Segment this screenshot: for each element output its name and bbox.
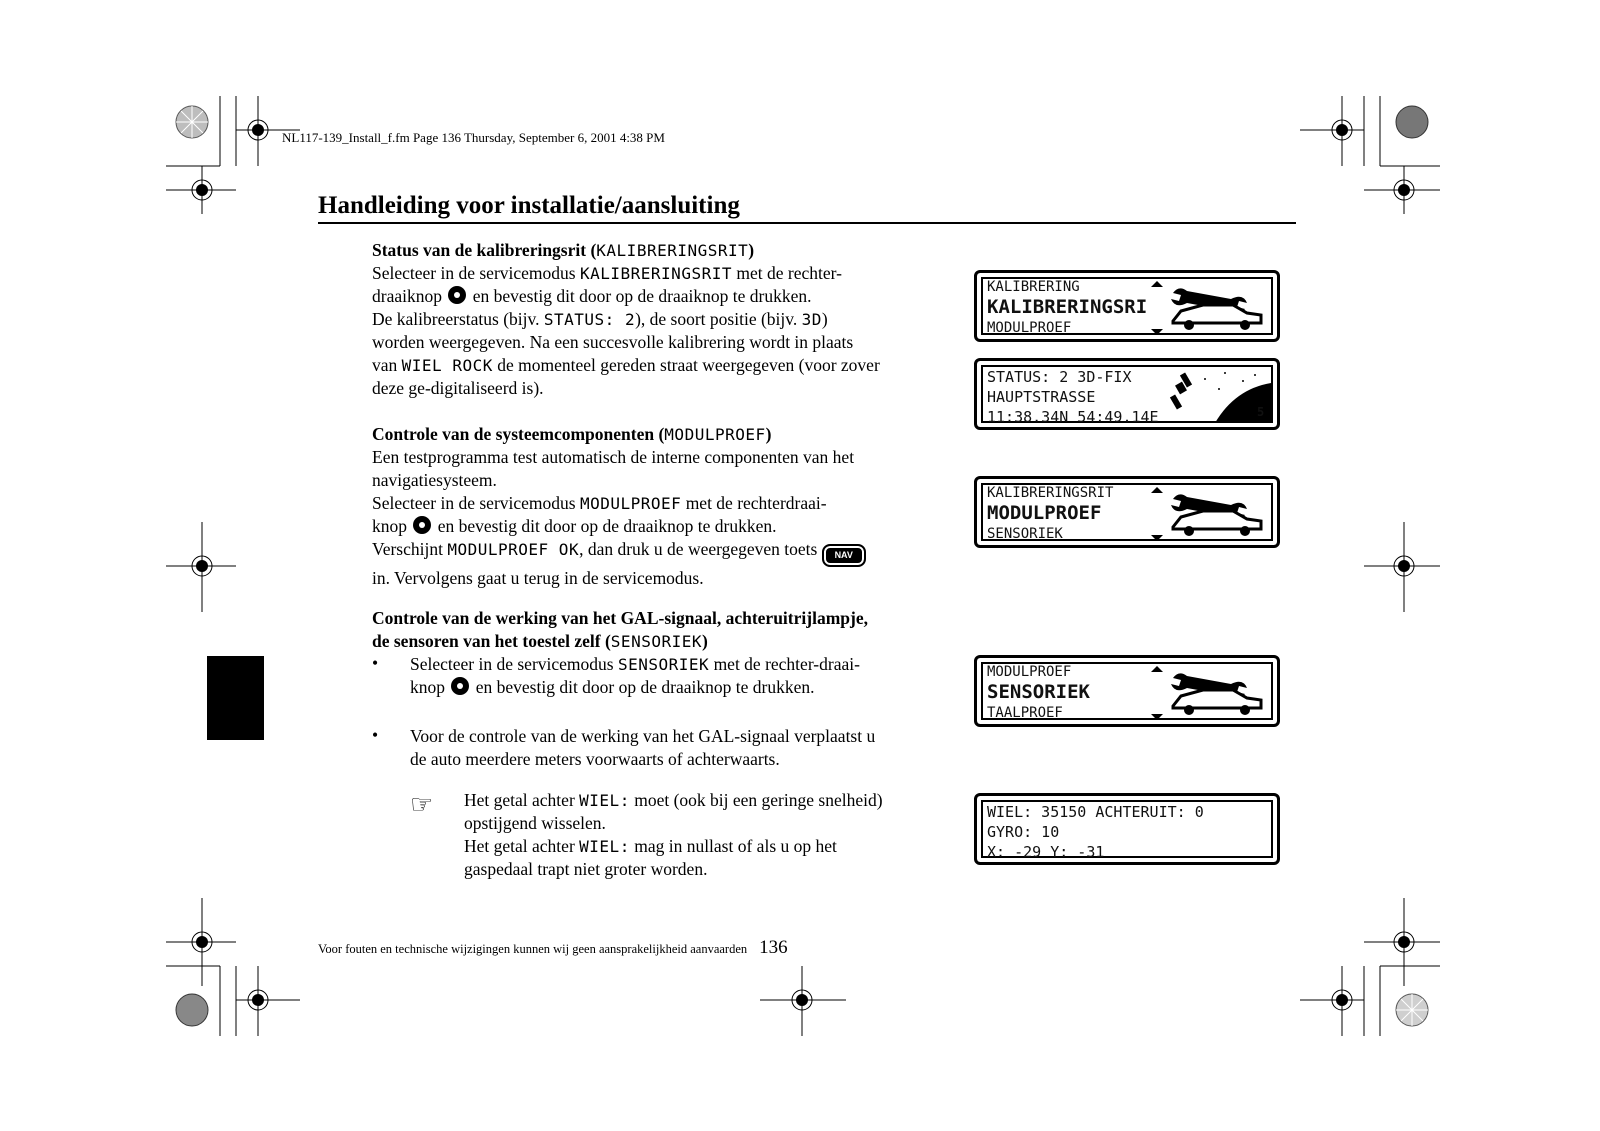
lcd-line: TAALPROEF: [987, 705, 1063, 721]
title-divider: [318, 222, 1296, 224]
lcd-line: WIEL: 35150 ACHTERUIT: 0: [987, 803, 1204, 821]
file-header-line: NL117-139_Install_f.fm Page 136 Thursday, September 6, 2001 4:38 PM: [282, 130, 665, 145]
page-number: 136: [759, 937, 788, 958]
section-system-components: Controle van de systeemcomponenten (MODULPROEF) Een testprogramma test automatisch de interne componenten van het navigatiesysteem. Selecteer in de servicemodus MODULPROEF met de rechterdraai- knop en bevestig dit door op de draaiknop te drukken. Verschijnt MODULPROEF OK, dan druk u de weergegeven toets NAV in. Vervolgens gaat u terug in de servicemodus.: [372, 423, 920, 590]
display-term: KALIBRERINGSRIT: [596, 241, 749, 260]
lcd-line: 11:38.34N 54:49.14E: [987, 408, 1159, 426]
lcd-display-calibration: [974, 270, 1280, 342]
page-footer: [318, 937, 788, 959]
car-wrench-icon: [1169, 487, 1269, 539]
lcd-line: KALIBRERINGSRIT: [987, 485, 1114, 501]
lcd-line: KALIBRERING: [987, 279, 1080, 295]
lcd-line: SENSORIEK: [987, 526, 1063, 542]
scroll-arrows-icon: [1149, 485, 1165, 545]
rotary-knob-icon: [451, 677, 469, 695]
lcd-line: HAUPTSTRASSE: [987, 388, 1096, 406]
lcd-line: GYRO: 10: [987, 823, 1060, 841]
lcd-display-modulproef: [974, 476, 1280, 548]
lcd-display-sensoriek: [974, 655, 1280, 727]
lcd-line-selected: KALIBRERINGSRI: [987, 296, 1148, 318]
lcd-display-status: [974, 358, 1280, 430]
rotary-knob-icon: [413, 516, 431, 534]
lcd-line-selected: SENSORIEK: [987, 681, 1090, 703]
nav-button-icon: NAV: [822, 544, 866, 567]
bullet-item: Selecteer in de servicemodus SENSORIEK met de rechter-draai- knop en bevestig dit door op de draaiknop te drukken.: [410, 654, 860, 697]
satellite-globe-icon: [1165, 367, 1271, 423]
pointing-hand-icon: ☞: [410, 790, 434, 819]
car-wrench-icon: [1169, 281, 1269, 333]
display-term: KALIBRERINGSRIT: [579, 264, 732, 283]
bullet-item: Voor de controle van de werking van het GAL-signaal verplaatst u de auto meerdere meters voorwaarts of achterwaarts.: [410, 726, 876, 769]
section-calibration-status: Status van de kalibreringsrit (KALIBRERINGSRIT) Selecteer in de servicemodus KALIBRERINGSRIT met de rechter- draaiknop en bevestig dit door op de draaiknop te drukken. De kalibreerstatus (bijv. STATUS: 2), de soort positie (bijv. 3D) worden weergegeven. Na een succesvolle kalibrering wordt in plaats van WIEL ROCK de momenteel gereden straat weergegeven (voor zover deze ge-digitaliseerd is).: [372, 240, 880, 398]
page-title: Handleiding voor installatie/aansluiting: [318, 192, 740, 219]
lcd-line: MODULPROEF: [987, 320, 1072, 336]
rotary-knob-icon: [448, 286, 466, 304]
section-heading: Controle van de systeemcomponenten (: [372, 424, 665, 444]
bullet-marker: •: [372, 725, 379, 745]
satellite-count-badge: 5: [1257, 405, 1265, 419]
scroll-arrows-icon: [1149, 279, 1165, 339]
chapter-thumb-tab: [207, 656, 264, 740]
section-heading: Controle van de werking van het GAL-signaal, achteruitrijlampje,: [372, 608, 868, 628]
lcd-line: MODULPROEF: [987, 664, 1072, 680]
lcd-display-sensor-values: [974, 793, 1280, 865]
footer-disclaimer: Voor fouten en technische wijzigingen kunnen wij geen aansprakelijkheid aanvaarden: [318, 942, 748, 956]
scroll-arrows-icon: [1149, 664, 1165, 724]
car-wrench-icon: [1169, 666, 1269, 718]
bullet-marker: •: [372, 653, 379, 673]
lcd-line-selected: MODULPROEF: [987, 502, 1102, 524]
section-heading: Status van de kalibreringsrit (: [372, 240, 597, 260]
section-gal-signal-check: Controle van de werking van het GAL-signaal, achteruitrijlampje, de sensoren van het toestel zelf (SENSORIEK): [372, 607, 920, 653]
lcd-line: X: -29 Y: -31: [987, 843, 1105, 861]
lcd-line: STATUS: 2 3D-FIX: [987, 368, 1132, 386]
note-text: Het getal achter WIEL: moet (ook bij een geringe snelheid) opstijgend wisselen. Het getal achter WIEL: mag in nullast of als u op het gaspedaal trapt niet groter worden.: [464, 790, 883, 879]
